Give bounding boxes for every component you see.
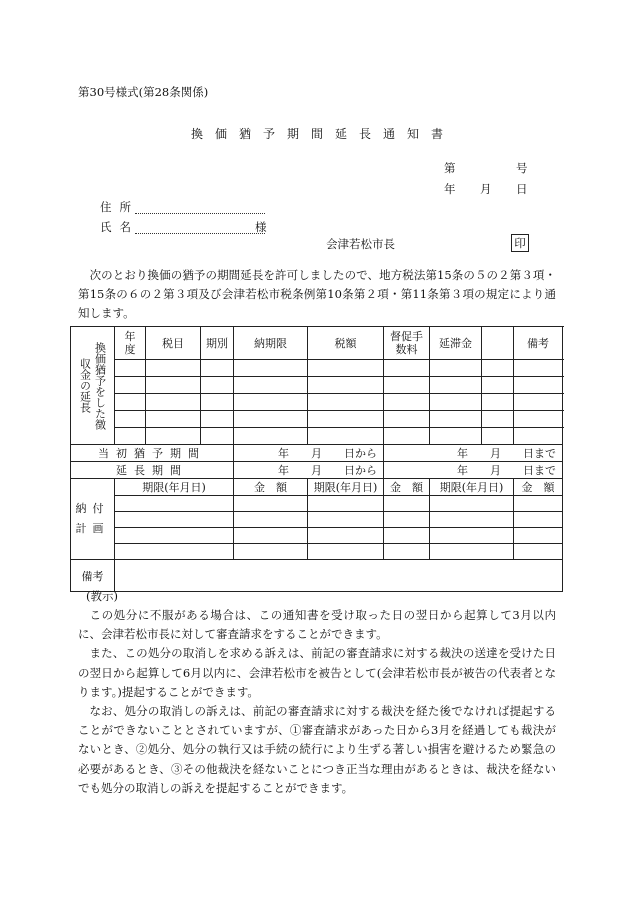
table-row (71, 360, 563, 377)
table-row (71, 394, 563, 411)
date-year: 年 (444, 182, 456, 196)
payment-plan-label: 納付計画 (71, 479, 115, 560)
header-nokigen: 納期限 (234, 327, 308, 360)
doc-number-prefix: 第 (444, 161, 456, 175)
instructions-body (78, 606, 556, 798)
name-line (135, 233, 265, 234)
address-line (135, 213, 265, 214)
plan-amount-header-2: 金 額 (384, 479, 430, 496)
table-row (71, 528, 563, 544)
extension-period-label: 延長期間 (71, 462, 234, 479)
initial-period-to: 年 月 日まで (384, 445, 563, 462)
name-label: 氏名 (100, 220, 139, 234)
intro-text: 次のとおり換価の猶予の期間延長を許可しましたので、地方税法第15条の５の２第３項・第15条の６の２第３項及び会津若松市税条例第10条第２項・第11条第３項の規定により通知します。 (78, 268, 556, 320)
table-row (71, 496, 563, 512)
instruction-paragraph: なお、処分の取消しの訴えは、前記の審査請求に対する裁決を経た後でなければ提起することができないこととされていますが、①審査請求があった日から3月を経過しても裁決がないとき、②処分、処分の執行又は手続の続行により生ずる著しい損害を避けるため緊急の必要があるとき、③その他裁決を経ないことにつき正当な理由があるときは、裁決を経ないでも処分の取消しの訴えを提起することができます。 (78, 704, 556, 795)
extension-table (70, 326, 563, 592)
form-id: 第30号様式(第28条関係) (78, 85, 209, 99)
remarks-label: 備考 (71, 560, 115, 592)
header-nendo: 年度 (115, 327, 146, 360)
table-row (71, 428, 563, 445)
side-label: 換価猶予をした徴収金の延長 (71, 327, 115, 445)
extension-period-to: 年 月 日まで (384, 462, 563, 479)
plan-amount-header-1: 金 額 (234, 479, 308, 496)
date-day: 日 (516, 182, 528, 196)
document-title: 換価猶予期間延長通知書 (190, 127, 455, 141)
honorific: 様 (255, 220, 267, 234)
instructions-heading: (教示) (86, 589, 118, 603)
header-kibetsu: 期別 (201, 327, 234, 360)
date-month: 月 (480, 182, 492, 196)
plan-date-header-1: 期限(年月日) (115, 479, 234, 496)
initial-period-label: 当初猶予期間 (71, 445, 234, 462)
instruction-paragraph: また、この処分の取消しを求める訴えは、前記の審査請求に対する裁決の送達を受けた日の翌日から起算して6月以内に、会津若松市を被告として(会津若松市長が被告の代表者となります。)提起することができます。 (78, 646, 556, 699)
header-tokusoku: 督促手数料 (384, 327, 430, 360)
plan-amount-header-3: 金 額 (514, 479, 563, 496)
table-row (71, 544, 563, 560)
header-blank (482, 327, 514, 360)
table-row (71, 377, 563, 394)
table-row (71, 411, 563, 428)
plan-date-header-3: 期限(年月日) (430, 479, 514, 496)
table-row (71, 512, 563, 528)
address-label: 住所 (100, 200, 139, 214)
header-biko: 備考 (514, 327, 563, 360)
header-zeigaku: 税額 (308, 327, 384, 360)
doc-number-suffix: 号 (516, 161, 528, 175)
instruction-paragraph: この処分に不服がある場合は、この通知書を受け取った日の翌日から起算して3月以内に、会津若松市長に対して審査請求をすることができます。 (78, 608, 556, 642)
header-zeimoku: 税目 (146, 327, 201, 360)
initial-period-from: 年 月 日から (234, 445, 384, 462)
remarks-field (115, 560, 563, 592)
seal-mark: 印 (511, 234, 529, 252)
header-entaikin: 延滞金 (430, 327, 482, 360)
extension-period-from: 年 月 日から (234, 462, 384, 479)
plan-date-header-2: 期限(年月日) (308, 479, 384, 496)
issuer-name: 会津若松市長 (326, 237, 395, 251)
